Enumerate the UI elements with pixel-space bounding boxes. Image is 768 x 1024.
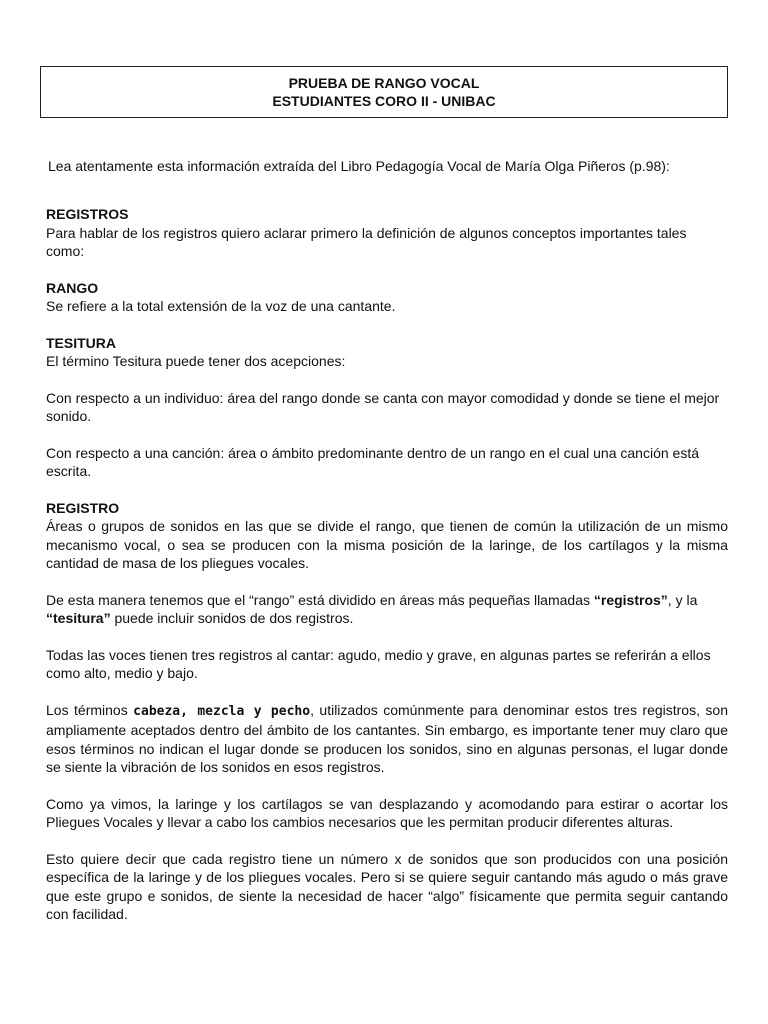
heading-tesitura: TESITURA [46,334,116,351]
registro-definition: Áreas o grupos de sonidos en las que se divide el rango, que tienen de común la utilización de un mismo mecanismo vocal, o sea se producen con la misma posición de la laringe, de los cartílagos y la misma cantidad de masa de los pliegues vocales. [46,518,728,571]
p1-text-b: , y la [667,591,698,608]
p1-bold-tesitura: “tesitura” [46,610,111,626]
intro-text: Lea atentamente esta información extraída del Libro Pedagogía Vocal de María Olga Piñeros (p.98): [48,158,670,174]
heading-registro: REGISTRO [46,499,120,516]
p1-bold-registros: “registros” [593,591,668,608]
title-line-2: ESTUDIANTES CORO II - UNIBAC [272,93,496,109]
registro-paragraph-5: Esto quiere decir que cada registro tiene un número x de sonidos que son producidos con una posición específica de la laringe y de los pliegues vocales. Pero si se quiere seguir cantando más agudo o más grave que este grupo e sonidos, de siente la necesidad de hacer “algo” físicamente que permita seguir cantando con facilidad. [46,850,728,922]
p1-text-a: De esta manera tenemos que el “rango” está dividido en áreas más pequeñas llamadas [46,591,594,608]
p3-text-a: Los términos [46,701,134,718]
tesitura-text: El término Tesitura puede tener dos acepciones: [46,353,346,369]
tesitura-paragraph-2: Con respecto a una canción: área o ámbito predominante dentro de un rango en el cual una canción está escrita. [46,444,699,479]
heading-rango: RANGO [46,279,99,296]
registro-paragraph-3 [46,701,728,777]
tesitura-paragraph-1: Con respecto a un individuo: área del rango donde se canta con mayor comodidad y donde se tiene el mejor sonido. [46,389,720,424]
rango-text: Se refiere a la total extensión de la voz de una cantante. [46,298,396,314]
registro-paragraph-4: Como ya vimos, la laringe y los cartílagos se van desplazando y acomodando para estirar o acortar los Pliegues Vocales y llevar a cabo los cambios necesarios que les permitan producir diferentes alturas. [46,795,728,830]
title-box [40,66,728,118]
title-line-1: PRUEBA DE RANGO VOCAL [288,75,480,91]
p1-text-c: puede incluir sonidos de dos registros. [110,610,354,626]
registro-paragraph-2: Todas las voces tienen tres registros al cantar: agudo, medio y grave, en algunas partes se referirán a ellos como alto, medio y bajo. [46,646,711,681]
registros-text: Para hablar de los registros quiero aclarar primero la definición de algunos conceptos importantes tales como: [46,224,687,259]
registro-paragraph-1 [46,591,728,628]
heading-registros: REGISTROS [46,206,129,222]
document-body [46,205,728,924]
p3-bold-terms: cabeza, mezcla y pecho [133,703,311,719]
p3-text-b: , utilizados comúnmente para denominar estos tres registros, son ampliamente aceptados dentro del ámbito de los cantantes. Sin embargo, es importante tener muy claro que esos términos no indican el lugar donde se producen los sonidos, sino en algunas personas, el lugar donde se siente la vibración de los sonidos en esos registros. [46,701,729,775]
